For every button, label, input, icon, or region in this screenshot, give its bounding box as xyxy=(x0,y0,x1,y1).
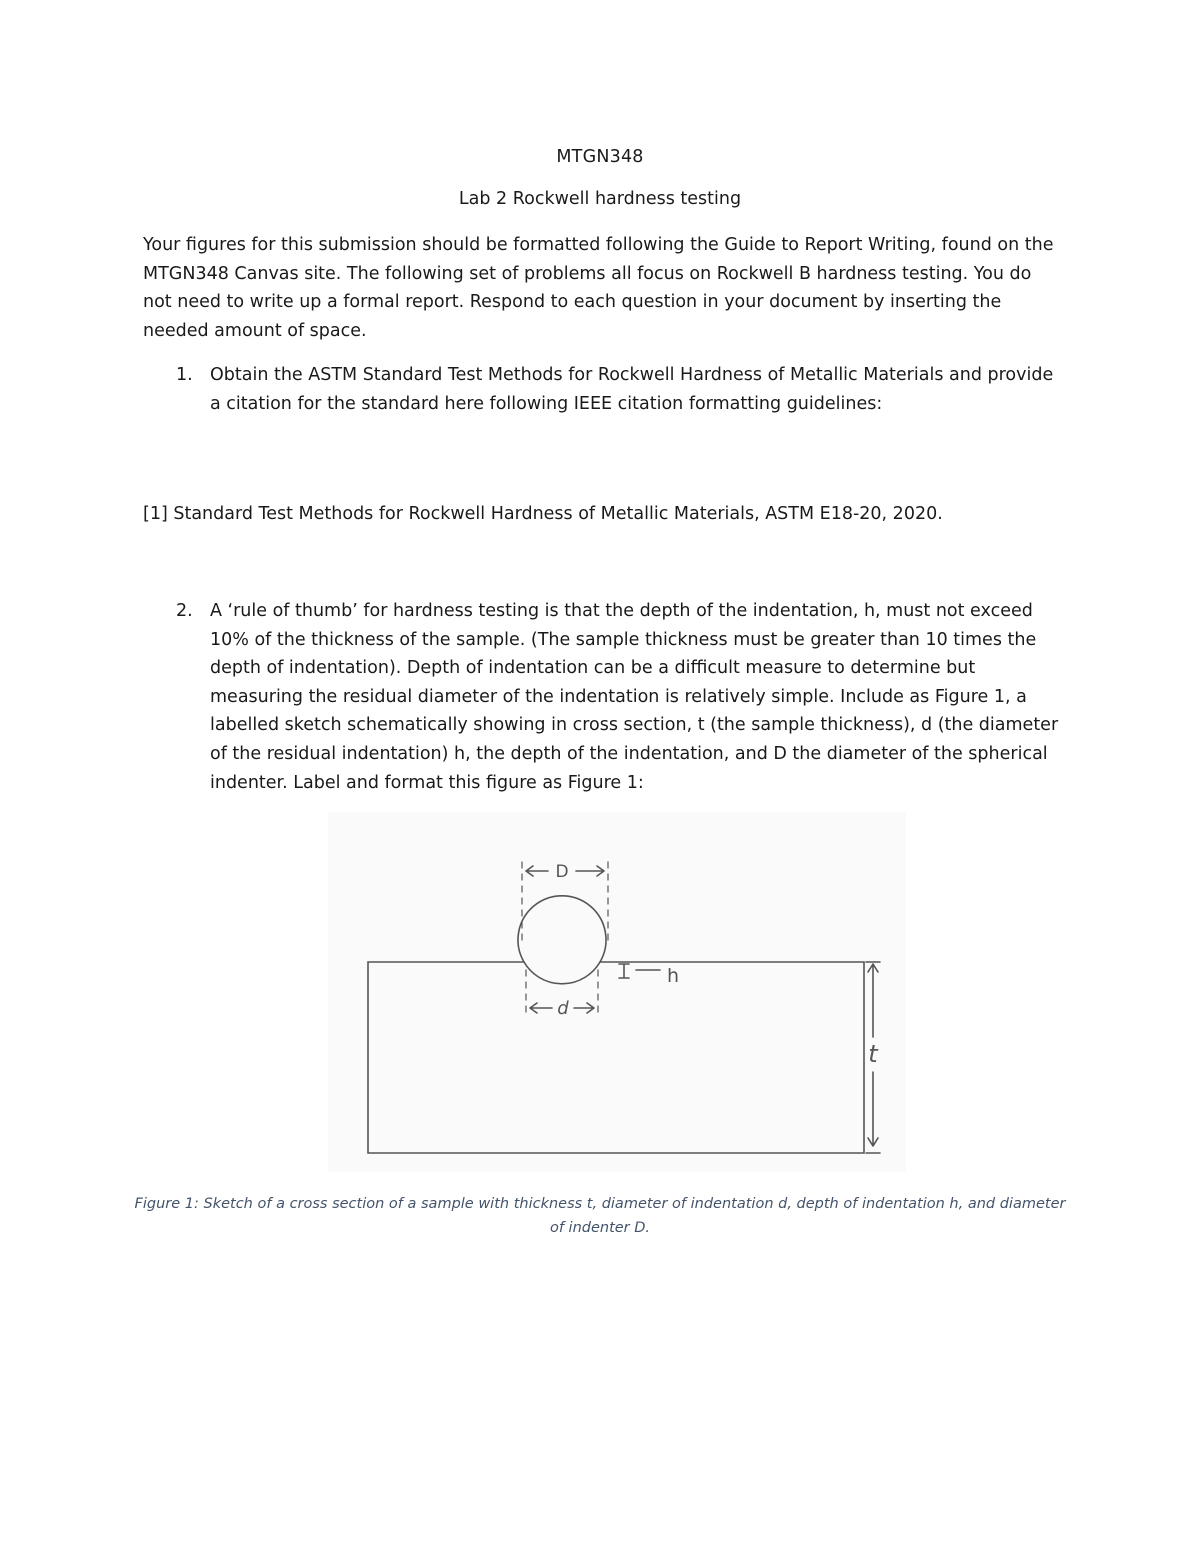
t-arrow-bottom xyxy=(866,1072,880,1153)
label-t: t xyxy=(868,1040,878,1068)
question-number: 1. xyxy=(176,365,193,385)
d-arrow-left xyxy=(530,1003,552,1013)
question-1 xyxy=(143,361,1063,418)
intro-paragraph: Your figures for this submission should be formatted following the Guide to Report Writing, found on the MTGN348 Canvas site. The following set of problems all focus on Rockwell B hardness testing. You do not need to write up a formal report. Respond to each question in your document by inserting the needed amount of space. xyxy=(143,235,1054,341)
question-text: Obtain the ASTM Standard Test Methods for Rockwell Hardness of Metallic Materials and provide a citation for the standard here following IEEE citation formatting guidelines: xyxy=(210,365,1054,414)
sample-block-outline xyxy=(368,962,864,1153)
sketch-drawing xyxy=(328,812,906,1172)
lab-title: Lab 2 Rockwell hardness testing xyxy=(458,189,742,209)
figure-caption: Figure 1: Sketch of a cross section of a sample with thickness t, diameter of indentation d, depth of indentation h, and diameter of indenter D. xyxy=(134,1196,1066,1236)
figure-1-sketch xyxy=(328,812,906,1172)
d-arrow-right xyxy=(574,1003,594,1013)
h-depth-marker xyxy=(619,964,660,978)
label-d: d xyxy=(557,998,569,1019)
D-arrow-right xyxy=(576,866,604,876)
D-arrow-left xyxy=(526,866,548,876)
label-D: D xyxy=(555,862,569,882)
question-number: 2. xyxy=(176,601,193,621)
citation: [1] Standard Test Methods for Rockwell Hardness of Metallic Materials, ASTM E18-20, 2020. xyxy=(143,504,943,524)
label-h: h xyxy=(666,965,680,987)
t-arrow-top xyxy=(866,962,880,1037)
question-2 xyxy=(143,597,1063,797)
indenter-sphere xyxy=(518,896,606,962)
question-text: A ‘rule of thumb’ for hardness testing is that the depth of the indentation, h, must not exceed 10% of the thickness of the sample. (The sample thickness must be greater than 10 times the depth of indentation). Depth of indentation can be a difficult measure to determine but measuring the residual diameter of the indentation is relatively simple. Include as Figure 1, a labelled sketch schematically showing in cross section, t (the sample thickness), d (the diameter of the residual indentation) h, the depth of the indentation, and D the diameter of the spherical indenter. Label and format this figure as Figure 1: xyxy=(210,601,1059,793)
course-code: MTGN348 xyxy=(556,147,644,167)
